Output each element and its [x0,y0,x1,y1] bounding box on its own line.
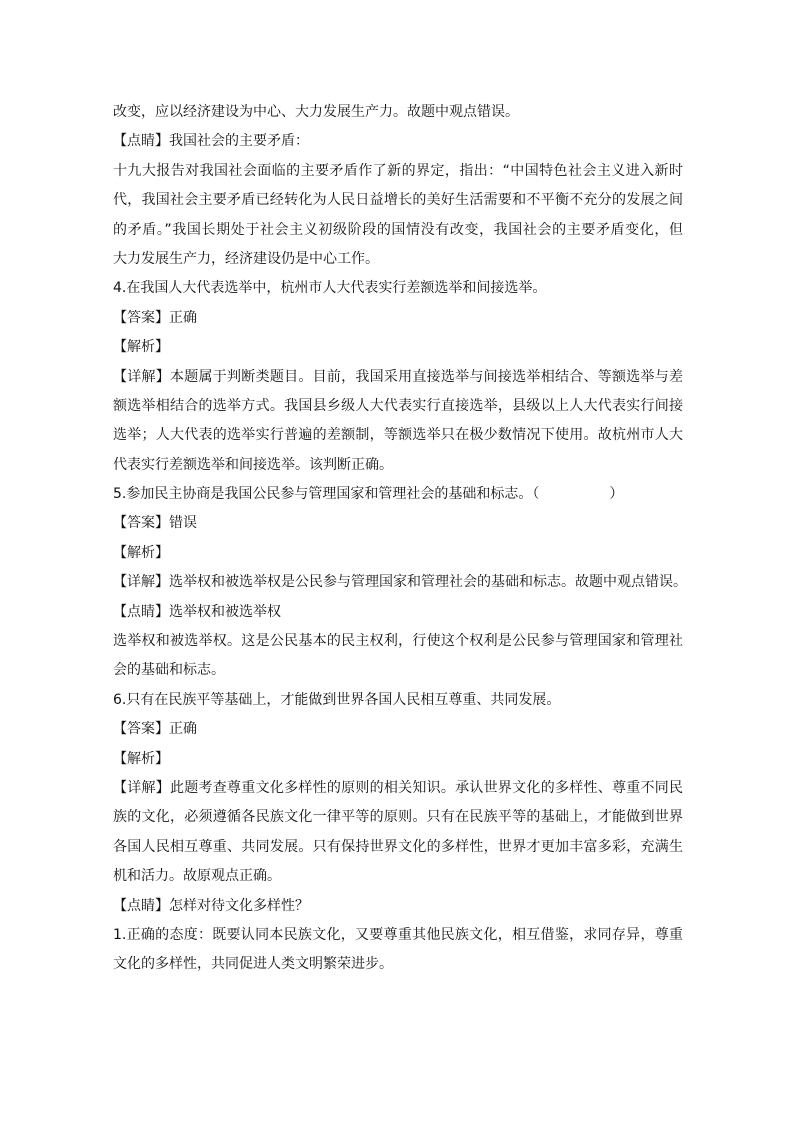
text-line: 4.在我国人大代表选举中，杭州市人大代表实行差额选举和间接选举。 [113,280,547,297]
text-line: 【详解】选举权和被选举权是公民参与管理国家和管理社会的基础和标志。故题中观点错误。 [113,574,687,591]
text-line: 【点睛】选举权和被选举权 [113,603,281,620]
text-line: 族的文化，必须遵循各民族文化一律平等的原则。只有在民族平等的基础上，才能做到世界 [113,809,683,826]
text-line: 1.正确的态度：既要认同本民族文化，又要尊重其他民族文化，相互借鉴，求同存异，尊重 [113,926,683,943]
text-line: 大力发展生产力，经济建设仍是中心工作。 [113,250,379,267]
text-line: 【答案】错误 [113,515,197,532]
text-line: 各国人民相互尊重、共同发展。只有保持世界文化的多样性，世界才更加丰富多彩，充满生 [113,838,683,855]
text-line: 6.只有在民族平等基础上，才能做到世界各国人民相互尊重、共同发展。 [113,691,561,708]
text-line: 【解析】 [113,544,169,561]
text-line: 选举；人大代表的选举实行普遍的差额制，等额选举只在极少数情况下使用。故杭州市人大 [113,427,683,444]
text-line: 会的基础和标志。 [113,662,225,679]
text-line: 十九大报告对我国社会面临的主要矛盾作了新的界定，指出：“中国特色社会主义进入新时 [113,162,683,179]
text-line: 【点睛】怎样对待文化多样性？ [113,897,309,914]
document-body [113,98,687,980]
text-line: 的矛盾。”我国长期处于社会主义初级阶段的国情没有改变，我国社会的主要矛盾变化，但 [113,221,683,238]
text-line: 【解析】 [113,339,169,356]
text-line: 改变，应以经济建设为中心、大力发展生产力。故题中观点错误。 [113,104,519,120]
text-line: 代，我国社会主要矛盾已经转化为人民日益增长的美好生活需要和不平衡不充分的发展之间 [113,192,683,209]
text-line: 额选举相结合的选举方式。我国县乡级人大代表实行直接选举，县级以上人大代表实行间接 [113,397,683,414]
text-line: 文化的多样性，共同促进人类文明繁荣进步。 [113,956,393,973]
text-line: 【详解】此题考查尊重文化多样性的原则的相关知识。承认世界文化的多样性、尊重不同民 [113,779,683,796]
text-line: 【解析】 [113,750,169,767]
text-line: 【答案】正确 [113,721,197,738]
text-line: 机和活力。故原观点正确。 [113,868,281,885]
text-line: 代表实行差额选举和间接选举。该判断正确。 [113,456,393,473]
text-line: 5.参加民主协商是我国公民参与管理国家和管理社会的基础和标志。（ ） [113,486,624,503]
text-line: 选举权和被选举权。这是公民基本的民主权利，行使这个权利是公民参与管理国家和管理社 [113,633,683,650]
text-line: 【点睛】我国社会的主要矛盾： [113,133,309,150]
text-line: 【详解】本题属于判断类题目。目前，我国采用直接选举与间接选举相结合、等额选举与差 [113,368,683,385]
text-line: 【答案】正确 [113,309,197,326]
